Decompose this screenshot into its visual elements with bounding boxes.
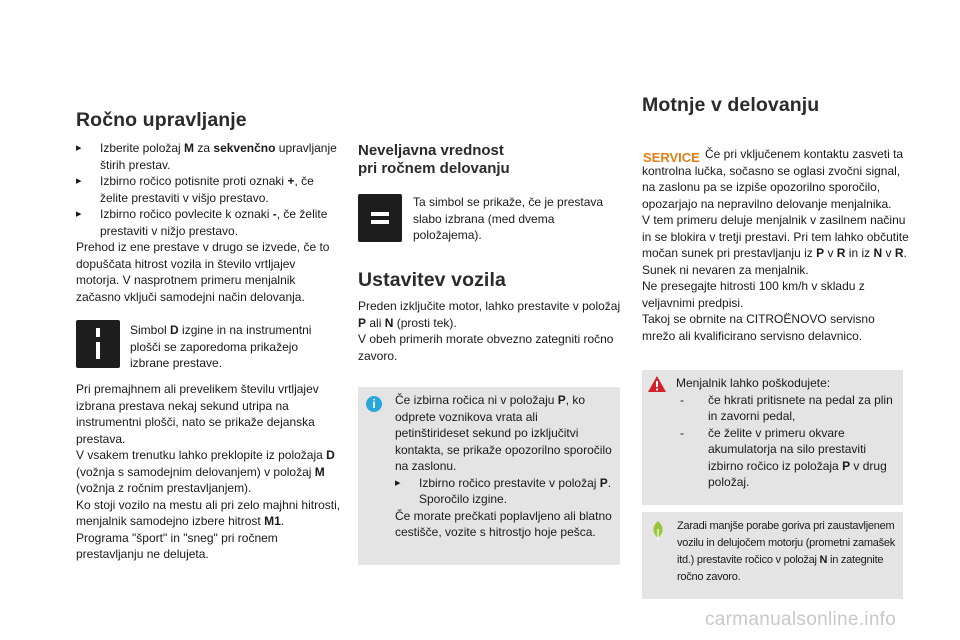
list-item: - če želite v primeru okvare akumulatorja na silo prestaviti izbirno ročico iz položaja P v drug položaj. xyxy=(680,425,887,489)
section-title-faults: Motnje v delovanju xyxy=(642,94,820,116)
paragraph: Če pri vključenem kontaktu zasveti ta kontrolna lučka, sočasno se oglasi zvočni signal, na zaslonu pa se izpiše opozorilno sporočilo, opozarjajo na nepravilno delovanje menjalnika. xyxy=(642,147,904,211)
list-item: ▸ Izbirno ročico povlecite k oznaki -, če želite prestaviti v nižjo prestavo. xyxy=(76,207,328,238)
eco-panel xyxy=(642,512,903,599)
invalid-text: Ta simbol se prikaže, če je prestava slabo izbrana (med dvema položajema). xyxy=(413,195,604,242)
list-item: ▸ Izbirno ročico potisnite proti oznaki +, če želite prestaviti v višjo prestavo. xyxy=(76,174,314,205)
bullet-arrow-icon: ▸ xyxy=(76,175,82,187)
paragraph: V obeh primerih morate obvezno zategniti ročno zavoro. xyxy=(358,332,614,363)
paragraph: V vsakem trenutku lahko preklopite iz položaja D (vožnja s samodejnim delovanjem) v položaj M (vožnja z ročnim prestavljanjem). xyxy=(76,448,335,495)
list-item: - če hkrati pritisnete na pedal za plin in zavorni pedal, xyxy=(680,392,893,423)
symbol-d-text: Simbol D izgine in na instrumentni plošči se zaporedoma prikažejo izbrane prestave. xyxy=(130,323,312,370)
stop-text xyxy=(358,298,622,364)
gear-display-m-icon xyxy=(76,320,120,368)
paragraph: Pri premajhnem ali prevelikem številu vrtljajev izbrana prestava nekaj sekund utripa na instrumentni plošči, nato se prikaže dejanska prestava. xyxy=(76,382,319,446)
bullet-arrow-icon: ▸ xyxy=(395,476,401,489)
info-icon: i xyxy=(366,396,382,412)
paragraph: Programa "šport" in "sneg" pri ročnem prestavljanju ne delujeta. xyxy=(76,530,278,561)
paragraph: Takoj se obrnite na CITROËNOVO servisno mrežo ali kvalificirano servisno delavnico. xyxy=(642,312,875,343)
paragraph: Če morate prečkati poplavljeno ali blatno cestišče, vozite s hitrostjo hoje pešca. xyxy=(395,508,612,539)
watermark: carmanualsonline.info xyxy=(705,609,897,630)
list-item: ▸ Izberite položaj M za sekvenčno upravljanje štirih prestav. xyxy=(76,141,337,172)
manual-details xyxy=(76,381,342,563)
section-title-manual: Ročno upravljanje xyxy=(76,109,247,131)
warning-triangle-icon xyxy=(647,375,667,393)
leaf-icon xyxy=(650,520,666,540)
manual-bullet-list xyxy=(76,140,342,305)
paragraph: V tem primeru deluje menjalnik v zasilnem načinu in se blokira v tretji prestavi. Pri tem lahko občutite močan sunek pri prestavljanju iz P v R in iz N v R. Sunek ni nevaren za menjalnik. xyxy=(642,213,909,277)
invalid-gear-icon xyxy=(358,194,402,242)
paragraph: Preden izključite motor, lahko prestavite v položaj P ali N (prosti tek). xyxy=(358,299,621,330)
warning-panel xyxy=(642,370,903,505)
list-item: ▸ Izbirno ročico prestavite v položaj P. Sporočilo izgine. xyxy=(395,475,612,506)
faults-text xyxy=(642,146,910,344)
bullet-arrow-icon: ▸ xyxy=(76,208,82,220)
eco-text: Zaradi manjše porabe goriva pri zaustavljenem vozilu in delujočem motorju (prometni zamašek itd.) prestavite ročico v položaj N in zategnite ročno zavoro. xyxy=(677,520,896,583)
bullet-arrow-icon: ▸ xyxy=(76,142,82,154)
paragraph: Prehod iz ene prestave v drugo se izvede, če to dopuščata hitrost vozila in število vrtljajev motorja. V nasprotnem primeru menjalnik začasno vključi samodejni način delovanja. xyxy=(76,240,330,304)
info-panel xyxy=(358,387,620,565)
section-title-invalid: Neveljavna vrednost pri ročnem delovanju xyxy=(358,142,510,177)
paragraph: Če izbirna ročica ni v položaju P, ko odprete voznikova vrata ali petinštirideset sekund po izključitvi kontakta, se prikaže opozorilno sporočilo na zaslonu. xyxy=(395,393,612,473)
paragraph: Ne presegajte hitrosti 100 km/h v skladu z veljavnimi predpisi. xyxy=(642,279,865,310)
paragraph: Ko stoji vozilo na mestu ali pri zelo majhni hitrosti, menjalnik samodejno izbere hitrost M1. xyxy=(76,497,341,528)
warning-title: Menjalnik lahko poškodujete: xyxy=(676,376,831,390)
service-warning-icon: SERVICE xyxy=(643,150,700,165)
section-title-stop: Ustavitev vozila xyxy=(358,269,506,291)
